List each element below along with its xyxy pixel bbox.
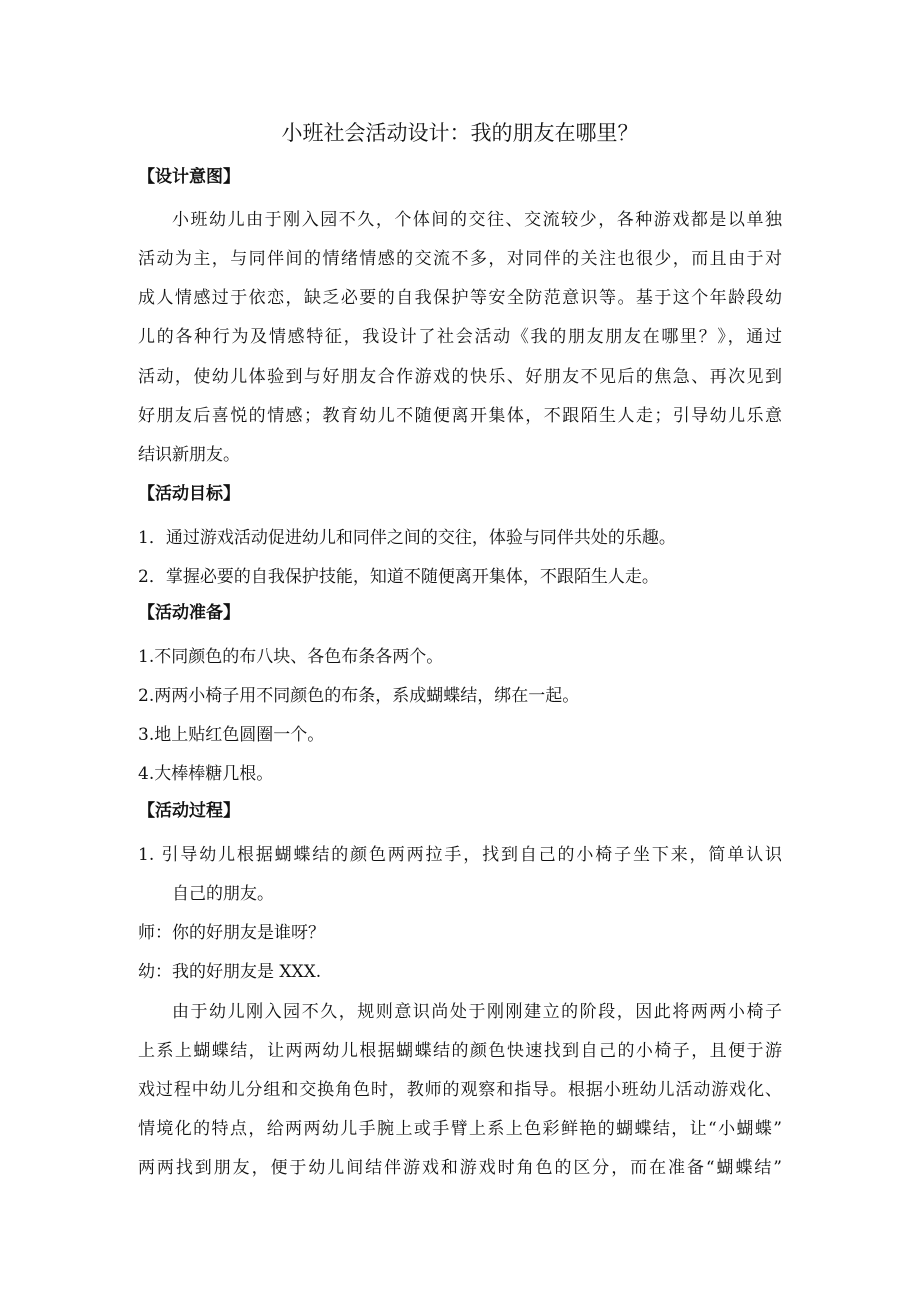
paragraph-line: 儿的各种行为及情感特征，我设计了社会活动《我的朋友朋友在哪里？》，通过 (138, 327, 782, 347)
dialog-child: 幼：我的好朋友是 XXX. (138, 962, 322, 982)
paragraph-line: 戏过程中幼儿分组和交换角色时，教师的观察和指导。根据小班幼儿活动游戏化、 (138, 1080, 782, 1100)
section-heading-process: 【活动过程】 (138, 801, 240, 821)
document-title: 小班社会活动设计：我的朋友在哪里？ (281, 121, 639, 145)
preparation-item: 4.大棒棒糖几根。 (138, 764, 274, 784)
process-step-continuation: 自己的朋友。 (172, 884, 274, 904)
paragraph-line: 小班幼儿由于刚入园不久，个体间的交往、交流较少，各种游戏都是以单独 (172, 210, 782, 230)
paragraph-line: 两两找到朋友，便于幼儿间结伴游戏和游戏时角色的区分，而在准备“蝴蝶结” (138, 1158, 782, 1178)
paragraph-line: 上系上蝴蝶结，让两两幼儿根据蝴蝶结的颜色快速找到自己的小椅子，且便于游 (138, 1041, 782, 1061)
paragraph-line: 成人情感过于依恋，缺乏必要的自我保护等安全防范意识等。基于这个年龄段幼 (138, 288, 782, 308)
section-heading-preparation: 【活动准备】 (138, 603, 240, 623)
section-heading-design-intent: 【设计意图】 (138, 167, 240, 187)
paragraph-line: 活动为主，与同伴间的情绪情感的交流不多，对同伴的关注也很少，而且由于对 (138, 249, 782, 269)
goal-item: 2．掌握必要的自我保护技能，知道不随便离开集体，不跟陌生人走。 (138, 567, 659, 587)
section-heading-goals: 【活动目标】 (138, 484, 240, 504)
dialog-teacher: 师：你的好朋友是谁呀？ (138, 923, 325, 943)
paragraph-line: 由于幼儿刚入园不久，规则意识尚处于刚刚建立的阶段，因此将两两小椅子 (172, 1002, 782, 1022)
paragraph-line: 结识新朋友。 (138, 445, 240, 465)
paragraph-line: 活动，使幼儿体验到与好朋友合作游戏的快乐、好朋友不见后的焦急、再次见到 (138, 367, 782, 387)
paragraph-line: 好朋友后喜悦的情感；教育幼儿不随便离开集体，不跟陌生人走；引导幼儿乐意 (138, 406, 782, 426)
process-step: 1. 引导幼儿根据蝴蝶结的颜色两两拉手，找到自己的小椅子坐下来，简单认识 (138, 845, 782, 865)
preparation-item: 2.两两小椅子用不同颜色的布条，系成蝴蝶结，绑在一起。 (138, 686, 580, 706)
preparation-item: 3.地上贴红色圆圈一个。 (138, 725, 325, 745)
goal-item: 1．通过游戏活动促进幼儿和同伴之间的交往，体验与同伴共处的乐趣。 (138, 528, 676, 548)
paragraph-line: 情境化的特点，给两两幼儿手腕上或手臂上系上色彩鲜艳的蝴蝶结，让“小蝴蝶” (138, 1119, 782, 1139)
preparation-item: 1.不同颜色的布八块、各色布条各两个。 (138, 647, 444, 667)
